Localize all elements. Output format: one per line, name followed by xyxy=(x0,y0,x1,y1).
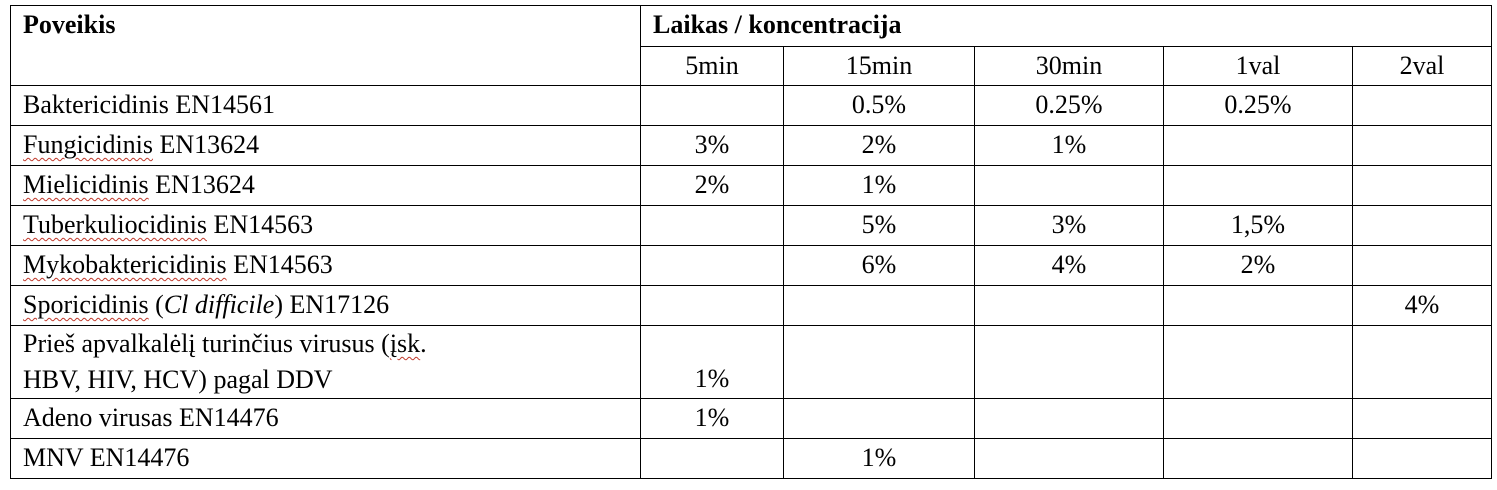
cell-15min xyxy=(784,326,975,399)
cell-2val xyxy=(1353,86,1492,126)
table-row xyxy=(11,126,1492,166)
cell-5min: 1% xyxy=(641,326,784,399)
cell-15min xyxy=(784,286,975,326)
col-header-2val: 2val xyxy=(1353,47,1492,86)
col-header-1val: 1val xyxy=(1164,47,1353,86)
cell-30min xyxy=(975,326,1164,399)
cell-5min: 3% xyxy=(641,126,784,166)
label-main: Mykobaktericidinis xyxy=(23,250,227,279)
cell-15min: 5% xyxy=(784,206,975,246)
cell-15min xyxy=(784,399,975,439)
cell-30min xyxy=(975,439,1164,479)
table-row xyxy=(11,439,1492,479)
cell-2val xyxy=(1353,166,1492,206)
cell-1val xyxy=(1164,439,1353,479)
cell-2val xyxy=(1353,399,1492,439)
table-row xyxy=(11,286,1492,326)
cell-30min: 0.25% xyxy=(975,86,1164,126)
label-rest: EN13624 xyxy=(148,170,255,199)
col-header-15min: 15min xyxy=(784,47,975,86)
label-rest: EN13624 xyxy=(153,130,260,159)
label-line1-b: įsk xyxy=(389,329,421,358)
cell-5min xyxy=(641,246,784,286)
cell-30min xyxy=(975,166,1164,206)
cell-30min: 4% xyxy=(975,246,1164,286)
time-concentration-header: Laikas / koncentracija xyxy=(641,6,1492,47)
label-main: Fungicidinis xyxy=(23,130,154,159)
cell-15min: 1% xyxy=(784,439,975,479)
cell-5min: 2% xyxy=(641,166,784,206)
cell-1val: 2% xyxy=(1164,246,1353,286)
label-rest: ) EN17126 xyxy=(274,290,390,319)
table-row xyxy=(11,399,1492,439)
table-row xyxy=(11,86,1492,126)
row-label xyxy=(11,286,641,326)
cell-30min xyxy=(975,286,1164,326)
cell-1val xyxy=(1164,286,1353,326)
label-line1-a: Prieš apvalkalėlį turinčius virusus ( xyxy=(23,329,390,358)
label-rest: EN14561 xyxy=(168,90,276,119)
cell-2val xyxy=(1353,126,1492,166)
table-row xyxy=(11,246,1492,286)
cell-15min: 0.5% xyxy=(784,86,975,126)
cell-15min: 1% xyxy=(784,166,975,206)
row-label xyxy=(11,206,641,246)
row-label: Adeno virusas EN14476 xyxy=(11,399,641,439)
col-header-5min: 5min xyxy=(641,47,784,86)
cell-1val xyxy=(1164,126,1353,166)
cell-5min: 1% xyxy=(641,399,784,439)
disinfectant-efficacy-table xyxy=(10,5,1492,479)
label-rest: EN14563 xyxy=(226,250,333,279)
table-row xyxy=(11,326,1492,399)
cell-1val: 0.25% xyxy=(1164,86,1353,126)
cell-30min: 3% xyxy=(975,206,1164,246)
effect-header: Poveikis xyxy=(11,6,641,86)
cell-1val xyxy=(1164,326,1353,399)
row-label xyxy=(11,166,641,206)
table-row xyxy=(11,206,1492,246)
cell-1val: 1,5% xyxy=(1164,206,1353,246)
cell-2val xyxy=(1353,206,1492,246)
label-main: Mielicidinis xyxy=(23,170,149,199)
cell-2val: 4% xyxy=(1353,286,1492,326)
cell-1val xyxy=(1164,399,1353,439)
cell-2val xyxy=(1353,246,1492,286)
cell-30min: 1% xyxy=(975,126,1164,166)
cell-5min xyxy=(641,206,784,246)
cell-2val xyxy=(1353,326,1492,399)
label-main: Tuberkuliocidinis xyxy=(23,210,207,239)
cell-5min xyxy=(641,439,784,479)
label-line1-c: . xyxy=(420,329,427,358)
cell-1val xyxy=(1164,166,1353,206)
table-row xyxy=(11,166,1492,206)
cell-5min xyxy=(641,286,784,326)
label-line2: HBV, HIV, HCV) pagal DDV xyxy=(23,365,333,394)
label-rest: EN14563 xyxy=(206,210,314,239)
cell-30min xyxy=(975,399,1164,439)
row-label xyxy=(11,86,641,126)
header-row-group xyxy=(11,6,1492,47)
col-header-30min: 30min xyxy=(975,47,1164,86)
cell-15min: 2% xyxy=(784,126,975,166)
cell-15min: 6% xyxy=(784,246,975,286)
row-label xyxy=(11,126,641,166)
cell-2val xyxy=(1353,439,1492,479)
row-label: MNV EN14476 xyxy=(11,439,641,479)
label-main: Sporicidinis xyxy=(23,290,149,319)
row-label xyxy=(11,246,641,286)
label-main: Baktericidinis xyxy=(23,90,169,119)
cell-5min xyxy=(641,86,784,126)
label-paren-open: ( xyxy=(148,290,164,319)
label-italic: Cl difficile xyxy=(163,290,275,319)
row-label xyxy=(11,326,641,399)
